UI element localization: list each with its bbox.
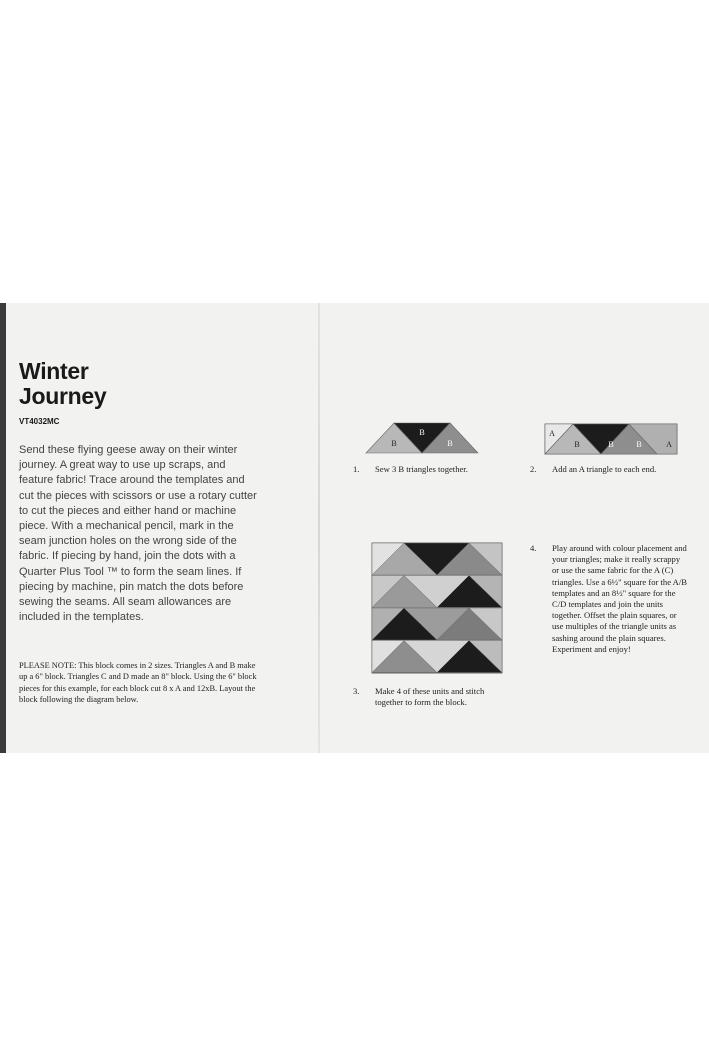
step-3-number: 3. <box>353 686 360 696</box>
label-b-1: B <box>574 440 580 449</box>
step3-block-diagram <box>372 543 502 673</box>
step-1-number: 1. <box>353 464 360 474</box>
label-b-1: B <box>391 439 397 448</box>
background-watermark <box>255 403 305 503</box>
step1-diagram <box>366 423 482 453</box>
label-b-2: B <box>419 428 425 437</box>
title-line-1: Winter <box>19 358 89 384</box>
please-note-paragraph: PLEASE NOTE: This block comes in 2 sizes. Triangles A and B make up a 6" block. Triangles C and D made an 8" block. Using the 6" block pieces for this example, for each block cut 8 x A and 12xB. Layout the block following the diagram below. <box>19 661 257 705</box>
unit-row-2 <box>372 576 502 608</box>
pattern-title <box>19 359 106 409</box>
scan-edge <box>0 303 6 753</box>
step-2-text: Add an A triangle to each end. <box>552 464 657 474</box>
title-line-2: Journey <box>19 383 107 409</box>
label-a-left: A <box>549 429 555 438</box>
step-4-text: Play around with colour placement and your triangles; make it really scrappy or use the same fabric for the A (C) triangles. Use a 6½" square for the A/B templates and an 8½" square for the C/D templates and join the units together. Offset the plain squares, or use multiples of the triangle units as sashing around the plain squares. Experiment and enjoy! <box>552 543 688 654</box>
step-1-text: Sew 3 B triangles together. <box>375 464 468 474</box>
product-code: VT4032MC <box>19 417 60 426</box>
label-b-2: B <box>608 440 614 449</box>
unit-row-1 <box>372 543 502 575</box>
label-b-3: B <box>636 440 642 449</box>
scanned-booklet-page <box>0 303 709 753</box>
page-fold <box>318 303 320 753</box>
unit-row-4 <box>372 641 502 673</box>
step-4-number: 4. <box>530 543 537 553</box>
label-a-right: A <box>666 440 672 449</box>
step-2-number: 2. <box>530 464 537 474</box>
unit-row-3 <box>372 608 502 640</box>
intro-paragraph: Send these flying geese away on their winter journey. A great way to use up scraps, and feature fabric! Trace around the templates and cut the pieces with scissors or use a rotary cutter to cut the pieces and either hand or machine piece. With a mechanical pencil, mark in the seam junction holes on the wrong side of the fabric. If piecing by hand, join the dots with a Quarter Plus Tool ™ to form the seam lines. If piecing by machine, pin match the dots before sewing the seams. All seam allowances are included in the templates. <box>19 444 257 624</box>
label-b-3: B <box>447 439 453 448</box>
step-3-text: Make 4 of these units and stitch together to form the block. <box>375 686 485 708</box>
step2-diagram <box>545 424 677 454</box>
